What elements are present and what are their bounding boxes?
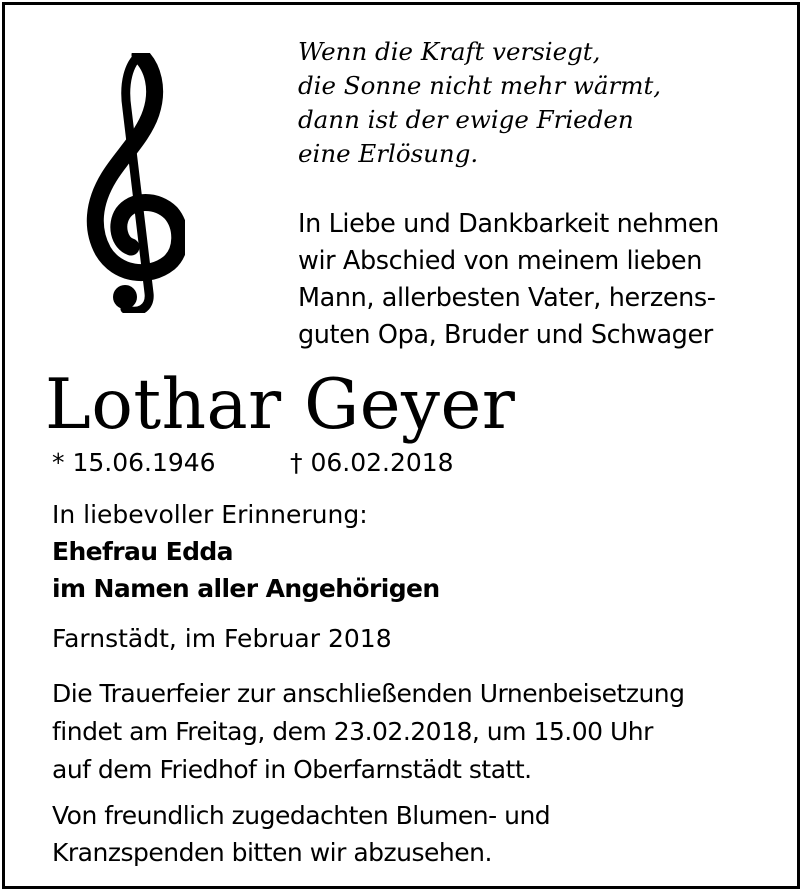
ceremony-line: Die Trauerfeier zur anschließenden Urnenbeisetzung xyxy=(52,679,685,708)
death-date: † 06.02.2018 xyxy=(290,448,454,477)
ceremony-line: findet am Freitag, dem 23.02.2018, um 15.00 Uhr xyxy=(52,717,653,746)
ceremony-info xyxy=(52,675,685,789)
obituary-frame xyxy=(2,2,800,889)
poem xyxy=(298,35,661,171)
mourners xyxy=(52,496,440,607)
mourner-line: Ehefrau Edda xyxy=(52,537,233,566)
flowers-line: Von freundlich zugedachten Blumen- und xyxy=(52,801,551,830)
ceremony-line: auf dem Friedhof in Oberfarnstädt statt. xyxy=(52,755,532,784)
flowers-note xyxy=(52,797,550,871)
intro-text xyxy=(298,206,719,354)
intro-line: wir Abschied von meinem lieben xyxy=(298,246,702,276)
life-dates xyxy=(52,447,454,479)
mourners-heading: In liebevoller Erinnerung: xyxy=(52,500,368,529)
poem-line: dann ist der ewige Frieden xyxy=(298,105,634,134)
treble-clef-icon xyxy=(85,53,185,313)
intro-line: Mann, allerbesten Vater, herzens- xyxy=(298,283,716,313)
poem-line: die Sonne nicht mehr wärmt, xyxy=(298,71,662,100)
deceased-name: Lothar Geyer xyxy=(45,365,516,445)
flowers-line: Kranzspenden bitten wir abzusehen. xyxy=(52,838,492,867)
mourner-line: im Namen aller Angehörigen xyxy=(52,574,440,603)
intro-line: In Liebe und Dankbarkeit nehmen xyxy=(298,209,719,239)
birth-date: * 15.06.1946 xyxy=(52,448,216,477)
poem-line: eine Erlösung. xyxy=(298,139,479,168)
intro-line: guten Opa, Bruder und Schwager xyxy=(298,320,713,350)
poem-line: Wenn die Kraft versiegt, xyxy=(298,37,601,66)
place-date: Farnstädt, im Februar 2018 xyxy=(52,624,392,653)
